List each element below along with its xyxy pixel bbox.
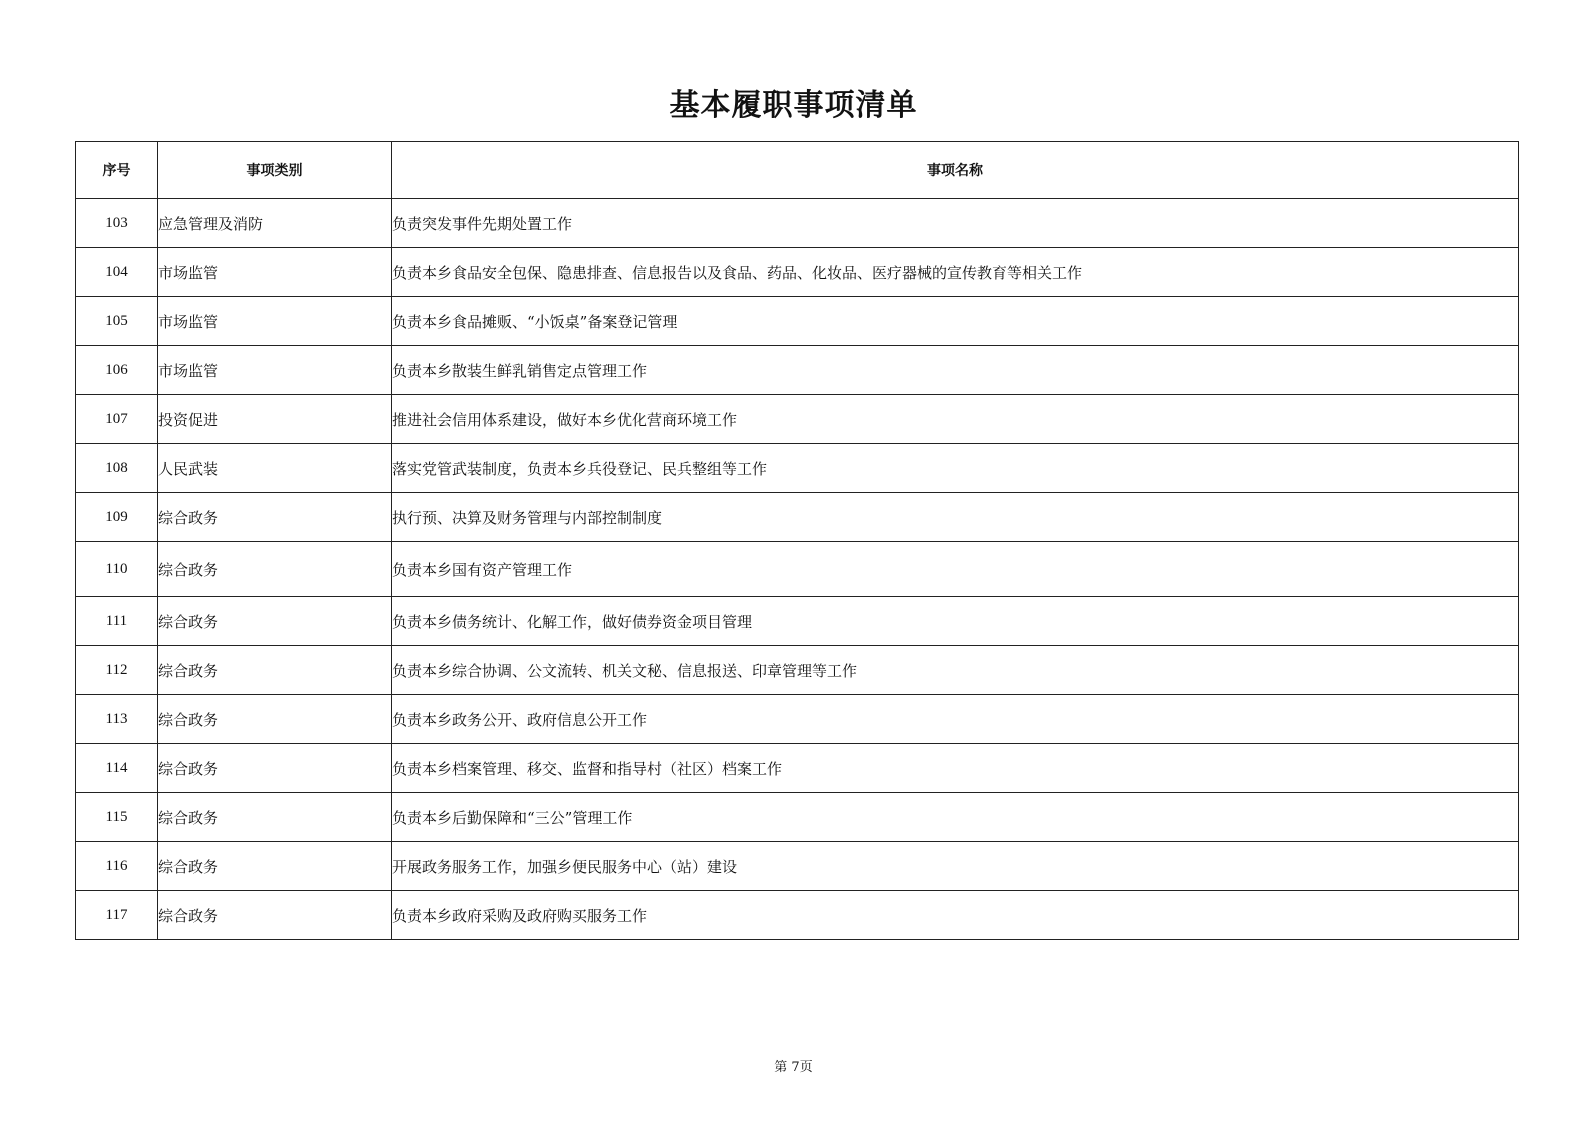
table-row [76, 199, 1519, 248]
row-item-name: 开展政务服务工作，加强乡便民服务中心（站）建设 [392, 842, 1519, 891]
row-serial-number: 103 [76, 199, 158, 248]
table-row [76, 493, 1519, 542]
table-row [76, 597, 1519, 646]
row-item-name: 负责本乡档案管理、移交、监督和指导村（社区）档案工作 [392, 744, 1519, 793]
table-body [76, 199, 1519, 940]
row-serial-number: 117 [76, 891, 158, 940]
table-row [76, 793, 1519, 842]
duties-table [75, 141, 1519, 940]
row-serial-number: 110 [76, 542, 158, 597]
header-item-name: 事项名称 [392, 142, 1519, 199]
row-serial-number: 115 [76, 793, 158, 842]
table-row [76, 395, 1519, 444]
header-item-category: 事项类别 [158, 142, 392, 199]
row-category: 综合政务 [158, 793, 392, 842]
row-category: 综合政务 [158, 744, 392, 793]
row-item-name: 负责本乡国有资产管理工作 [392, 542, 1519, 597]
row-category: 综合政务 [158, 891, 392, 940]
row-serial-number: 105 [76, 297, 158, 346]
page-number: 第 7页 [774, 1060, 813, 1075]
table-header [76, 142, 1519, 199]
row-item-name: 负责突发事件先期处置工作 [392, 199, 1519, 248]
row-category: 综合政务 [158, 695, 392, 744]
row-serial-number: 104 [76, 248, 158, 297]
row-item-name: 落实党管武装制度，负责本乡兵役登记、民兵整组等工作 [392, 444, 1519, 493]
row-item-name: 负责本乡食品安全包保、隐患排查、信息报告以及食品、药品、化妆品、医疗器械的宣传教育等相关工作 [392, 248, 1519, 297]
row-category: 人民武装 [158, 444, 392, 493]
table-row [76, 891, 1519, 940]
header-row [76, 142, 1519, 199]
row-item-name: 负责本乡综合协调、公文流转、机关文秘、信息报送、印章管理等工作 [392, 646, 1519, 695]
row-item-name: 负责本乡散装生鲜乳销售定点管理工作 [392, 346, 1519, 395]
row-category: 应急管理及消防 [158, 199, 392, 248]
row-item-name: 负责本乡食品摊贩、“小饭桌”备案登记管理 [392, 297, 1519, 346]
table-row [76, 744, 1519, 793]
row-category: 综合政务 [158, 646, 392, 695]
row-serial-number: 113 [76, 695, 158, 744]
table-row [76, 444, 1519, 493]
row-category: 市场监管 [158, 297, 392, 346]
row-serial-number: 114 [76, 744, 158, 793]
row-serial-number: 106 [76, 346, 158, 395]
row-item-name: 推进社会信用体系建设，做好本乡优化营商环境工作 [392, 395, 1519, 444]
row-serial-number: 108 [76, 444, 158, 493]
row-category: 综合政务 [158, 542, 392, 597]
row-item-name: 负责本乡后勤保障和“三公”管理工作 [392, 793, 1519, 842]
row-item-name: 执行预、决算及财务管理与内部控制制度 [392, 493, 1519, 542]
table-row [76, 842, 1519, 891]
row-category: 综合政务 [158, 842, 392, 891]
row-category: 综合政务 [158, 597, 392, 646]
table-row [76, 248, 1519, 297]
row-serial-number: 109 [76, 493, 158, 542]
row-item-name: 负责本乡政府采购及政府购买服务工作 [392, 891, 1519, 940]
row-item-name: 负责本乡债务统计、化解工作，做好债券资金项目管理 [392, 597, 1519, 646]
row-serial-number: 116 [76, 842, 158, 891]
table-row [76, 695, 1519, 744]
table-row [76, 297, 1519, 346]
header-serial-number: 序号 [76, 142, 158, 199]
row-serial-number: 112 [76, 646, 158, 695]
row-category: 投资促进 [158, 395, 392, 444]
row-item-name: 负责本乡政务公开、政府信息公开工作 [392, 695, 1519, 744]
row-category: 市场监管 [158, 346, 392, 395]
row-serial-number: 107 [76, 395, 158, 444]
table-row [76, 542, 1519, 597]
row-serial-number: 111 [76, 597, 158, 646]
row-category: 综合政务 [158, 493, 392, 542]
table-row [76, 346, 1519, 395]
page-title: 基本履职事项清单 [669, 88, 918, 123]
table-row [76, 646, 1519, 695]
row-category: 市场监管 [158, 248, 392, 297]
